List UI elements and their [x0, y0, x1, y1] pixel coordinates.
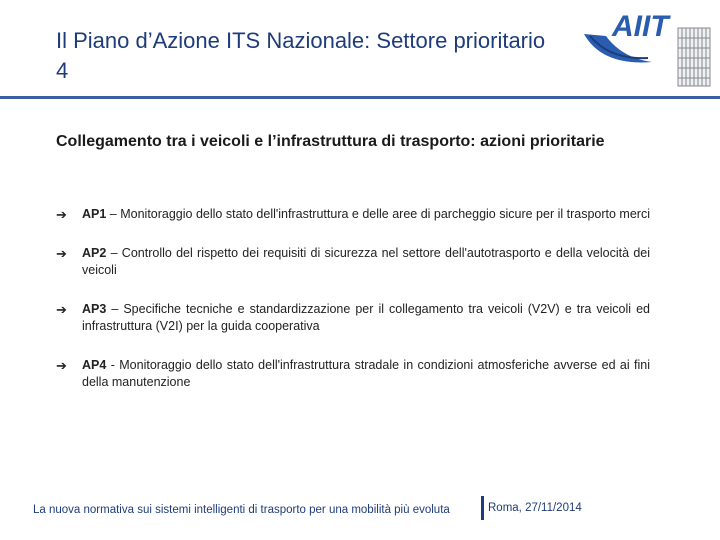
slide-subtitle: Collegamento tra i veicoli e l’infrastruttura di trasporto: azioni prioritarie: [56, 133, 605, 150]
bullet-item: [56, 206, 650, 223]
bullet-code: AP4: [82, 358, 107, 372]
bullet-text: – Monitoraggio dello stato dell'infrastruttura e delle aree di parcheggio sicure per il trasporto merci: [106, 207, 650, 221]
logo-text: AIIT: [612, 10, 669, 43]
bullet-text: – Controllo del rispetto dei requisiti di sicurezza nel settore dell'autotrasporto e della velocità dei veicoli: [82, 246, 650, 277]
right-arrow-icon: ➔: [56, 358, 67, 373]
bullet-text: – Specifiche tecniche e standardizzazione per il collegamento tra veicoli (V2V) e tra veicoli ed infrastruttura (V2I) per la guida cooperativa: [82, 302, 650, 333]
bullet-item: [56, 245, 650, 279]
bullet-item: [56, 357, 650, 391]
aiit-logo: [582, 6, 714, 90]
bullet-text: - Monitoraggio dello stato dell'infrastruttura stradale in condizioni atmosferiche avverse ed ai fini della manutenzione: [82, 358, 650, 389]
header-rule: [0, 96, 720, 99]
bullet-code: AP1: [82, 207, 107, 221]
footer-caption: La nuova normativa sui sistemi intelligenti di trasporto per una mobilità più evoluta: [33, 504, 450, 516]
right-arrow-icon: ➔: [56, 207, 67, 222]
bullet-code: AP3: [82, 302, 107, 316]
footer-date: Roma, 27/11/2014: [488, 502, 582, 514]
bullet-item: [56, 301, 650, 335]
slide-title: Il Piano d’Azione ITS Nazionale: Settore prioritario 4: [56, 28, 546, 83]
bullet-list: [56, 206, 650, 391]
right-arrow-icon: ➔: [56, 246, 67, 261]
footer-divider: [481, 496, 484, 520]
bullet-code: AP2: [82, 246, 107, 260]
right-arrow-icon: ➔: [56, 302, 67, 317]
